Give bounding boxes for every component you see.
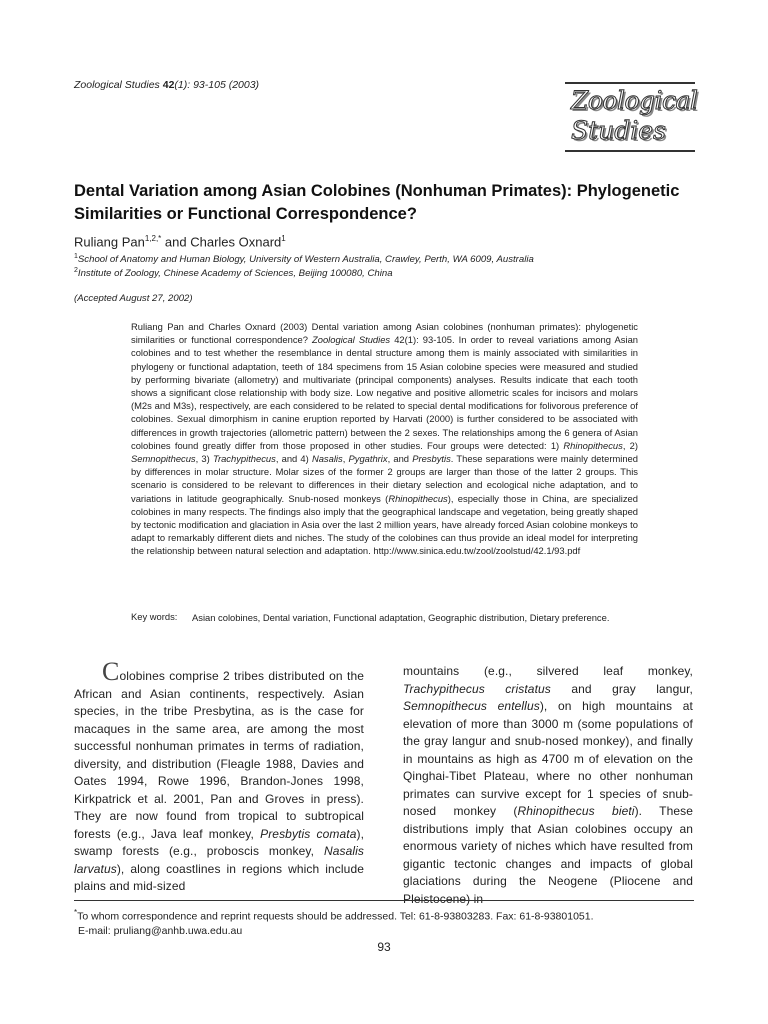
footnote-email: E-mail: pruliang@anhb.uwa.edu.au [78, 924, 243, 937]
author-line [74, 234, 286, 249]
body-text: ). These distributions imply that Asian colobines occupy an enormous variety of niches which have resulted from gigantic tectonic changes and impacts of global glaciations during the Neogene (Pliocene and Pleistocene) in [403, 804, 693, 906]
footnote-divider [74, 900, 694, 901]
genus-name: Semnopithecus [131, 453, 196, 465]
abstract-text: 42(1): 93-105. In order to reveal variations among Asian colobines and to test whether the resemblance in dental structure among them is mainly associated with similarities in phylogeny or functional adaptation, teeth of 184 specimens from 15 Asian colobine species were measured and studied by performing bivariate (allometry) and multivariate (principal components) analyses. Results indicate that each tooth shows a significant close relationship with body size. Low negative and positive allometric scales for incisors and molars (M2s and M3s), respectively, are each considered to be related to special dental modifications for folivorous preference of colobines. Sexual dimorphism in canine eruption reported by Harvati (2000) is further considered to be associated with differences in growth trajectories (allometric pattern) between the 2 sexes. The relationships among the 6 genera of Asian colobines found greatly differ from those proposed in other studies. Four groups were detected: 1) [131, 334, 638, 451]
abstract-text: , 3) [195, 453, 213, 465]
body-text: ), swamp forests (e.g., proboscis monkey, [74, 826, 364, 858]
abstract-text: . These separations were mainly determined by differences in molar structure. Molar sizes of the former 2 groups are larger than those of the latter 2 groups. This scenario is considered to be relevant to differences in their dietary selection and ecological niche adaptation, and to variations in latitude geographically. Snub-nosed monkeys ( [131, 453, 638, 504]
author-affiliation-marker: 1,2,* [144, 234, 162, 243]
abstract-text: , 2) [622, 439, 639, 451]
author-connector: and [161, 234, 191, 250]
affiliation-number: 2 [74, 267, 78, 274]
body-text: olobines comprise 2 tribes distributed on the African and Asian continents, respectively. Asian species, in the tribe Presbytina, as is the case for macaques in the same area, are among the most successful nonhuman primates in terms of radiation, diversity, and distribution (Fleagle 1988, Davies and Oates 1994, Rowe 1996, Brandon-Jones 1998, Kirkpatrick et al. 2001, Pan and Groves in press). They are now found from tropical to subtropical forests (e.g., Java leaf monkey, [74, 669, 364, 841]
abstract-text: Ruliang Pan and Charles Oxnard (2003) Dental variation among Asian colobines (nonhuman primates): phylogenetic similarities or functional correspondence? [131, 321, 638, 346]
affiliation [74, 267, 393, 279]
body-text: ), along coastlines in regions which include plains and mid-sized [74, 861, 364, 893]
affiliation-text: School of Anatomy and Human Biology, University of Western Australia, Crawley, Perth, WA 6009, Australia [77, 254, 534, 266]
drop-cap: C [102, 657, 120, 686]
genus-name: Presbytis [412, 453, 451, 465]
species-name: Trachypithecus cristatus [403, 681, 551, 696]
abstract-text: , and [387, 453, 413, 465]
author-affiliation-marker: 1 [281, 234, 286, 243]
body-text: ), on high mountains at elevation of more than 3000 m (some populations of the gray langur and snub-nosed monkey), and finally in mountains as high as 4700 m of elevation on the Qinghai-Tibet Plateau, where no other nonhuman primates can survive except for 1 species of snub-nosed monkey ( [403, 699, 693, 818]
journal-logo [565, 82, 698, 152]
footnote-mark: * [74, 908, 78, 917]
keywords-label: Key words: [131, 611, 178, 622]
logo-bottom-rule [565, 150, 695, 152]
body-text: mountains (e.g., silvered leaf monkey, [403, 664, 693, 678]
logo-word-zoological: Zoological [571, 86, 698, 115]
body-text: and gray langur, [550, 681, 693, 696]
accepted-date: (Accepted August 27, 2002) [74, 293, 193, 304]
abstract-text: , and 4) [275, 453, 312, 465]
journal-citation [74, 79, 259, 91]
logo-top-rule [565, 82, 695, 84]
footnote-line: To whom correspondence and reprint requests should be addressed. Tel: 61-8-93803283. Fax: 61-8-93801051. [77, 910, 594, 923]
journal-issue-pages: (1): 93-105 (2003) [174, 79, 260, 91]
genus-name: Pygathrix [348, 453, 388, 465]
species-name: Nasalis larvatus [74, 844, 364, 876]
article-title: Dental Variation among Asian Colobines (Nonhuman Primates): Phylogenetic Similarities or Functional Correspondence? [74, 182, 680, 223]
body-column-right [403, 663, 693, 908]
abstract-journal: Zoological Studies [312, 334, 391, 346]
correspondence-footnote [74, 906, 714, 938]
keywords-text: Asian colobines, Dental variation, Functional adaptation, Geographic distribution, Dietary preference. [192, 612, 610, 623]
genus-name: Rhinopithecus [388, 492, 448, 504]
journal-volume: 42 [162, 79, 175, 91]
species-name: Semnopithecus entellus [403, 699, 540, 713]
genus-name: Trachypithecus [212, 453, 276, 465]
body-column-left [74, 657, 364, 896]
abstract [131, 320, 638, 558]
page-number: 93 [377, 940, 391, 954]
species-name: Presbytis comata [260, 826, 357, 841]
author-name: Charles Oxnard [190, 234, 282, 250]
logo-word-studies: Studies [571, 116, 666, 145]
journal-name: Zoological Studies [74, 79, 160, 91]
author-name: Ruliang Pan [74, 234, 145, 250]
affiliation-number: 1 [74, 253, 78, 260]
species-name: Rhinopithecus bieti [517, 804, 635, 818]
genus-name: Nasalis [311, 453, 343, 465]
genus-name: Rhinopithecus [563, 439, 623, 451]
affiliation-text: Institute of Zoology, Chinese Academy of Sciences, Beijing 100080, China [77, 268, 393, 280]
affiliation [74, 253, 534, 265]
abstract-text: , [342, 453, 349, 465]
abstract-text: ), especially those in China, are specialized colobines in many respects. The findings also imply that the geographical landscape and vegetation, being greatly shaped by tectonic modification and glaciation in Asia over the last 2 million years, have already forced Asian colobine monkeys to adapt to remarkably different diets and niches. The study of the colobines can thus provide an ideal model for interpreting the relationship between natural selection and adaptation. http://www.sinica.edu.tw/zool/zoolstud/42.1/93.pdf [131, 492, 638, 557]
